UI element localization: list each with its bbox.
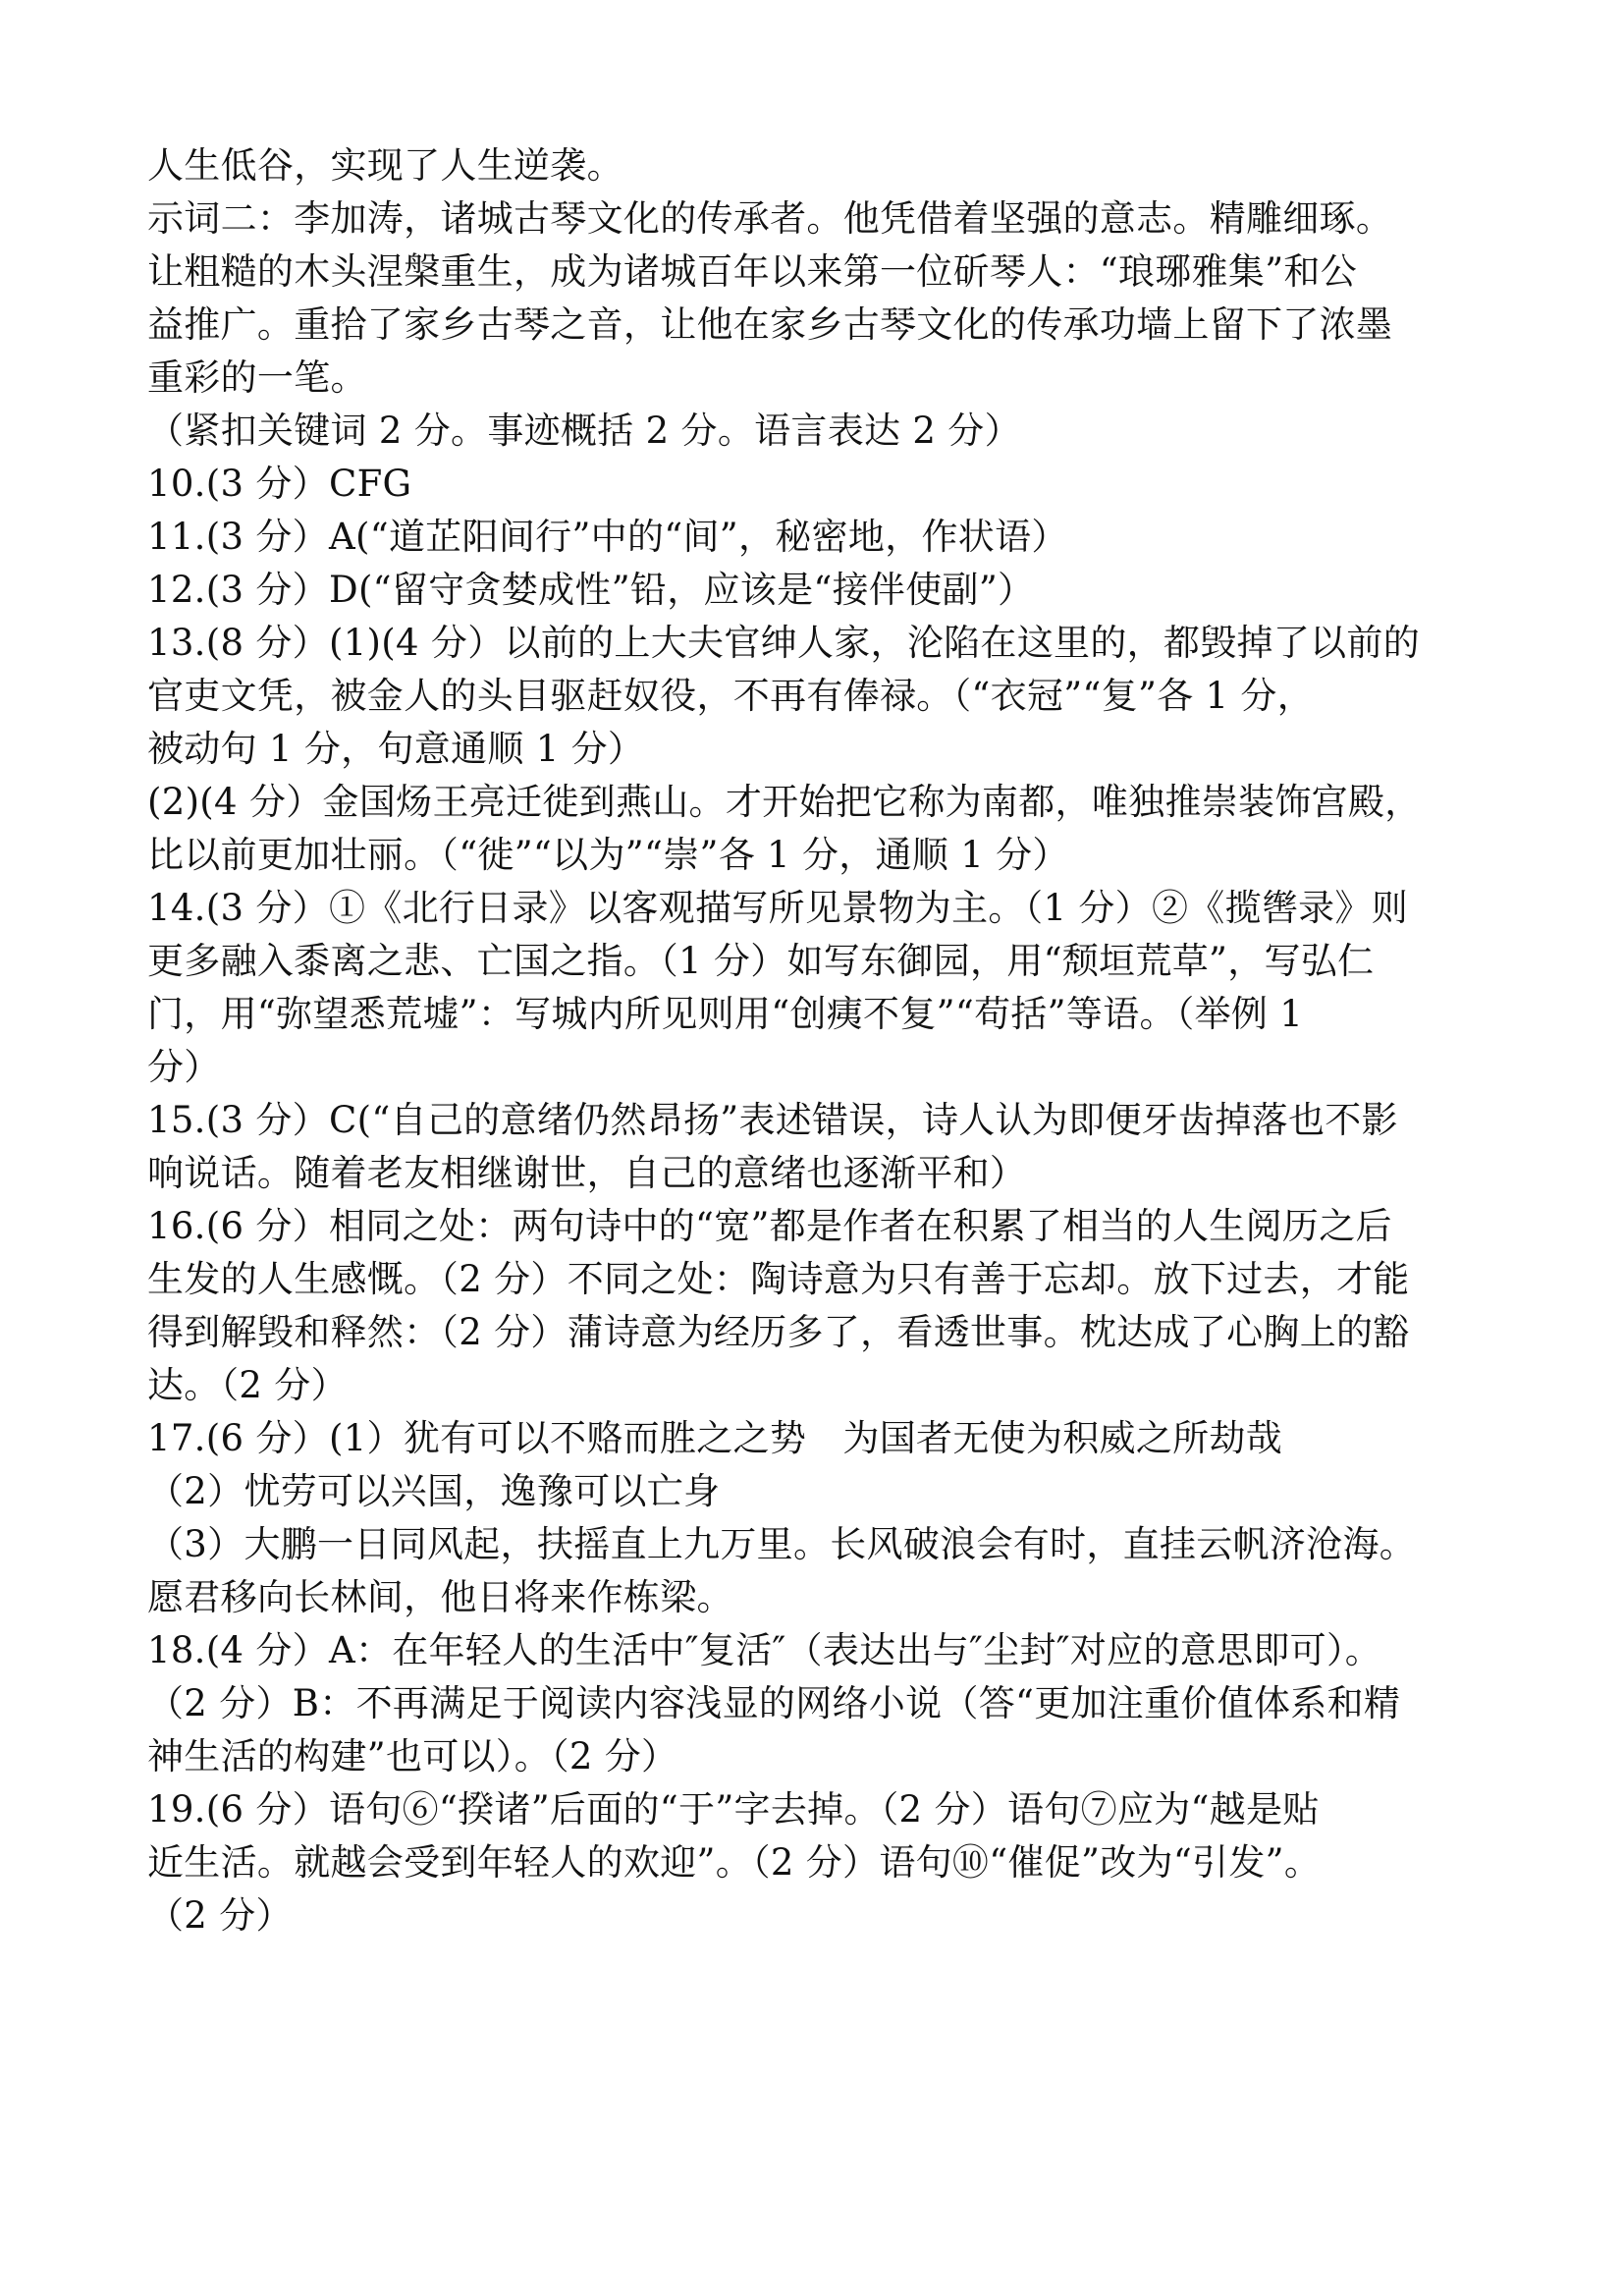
- text-line: 生发的人生感慨。（2 分）不同之处：陶诗意为只有善于忘却。放下过去，才能: [147, 1258, 1410, 1300]
- text-line: （2）忧劳可以兴国，逸豫可以亡身: [147, 1470, 721, 1512]
- text-line: 13.(8 分）(1)(4 分）以前的上大夫官绅人家，沦陷在这里的，都毁掉了以前的: [147, 622, 1421, 664]
- text-line: 15.(3 分）C(“自己的意绪仍然昂扬”表述错误，诗人认为即便牙齿掉落也不影: [147, 1099, 1398, 1141]
- text-line: 17.(6 分）(1）犹有可以不赂而胜之之势 为国者无使为积威之所劫哉: [147, 1417, 1283, 1459]
- text-line: （2 分）B：不再满足于阅读内容浅显的网络小说（答“更加注重价值体系和精: [147, 1682, 1401, 1724]
- text-line: 10.(3 分）CFG: [147, 463, 412, 505]
- text-line: 得到解毁和释然：（2 分）蒲诗意为经历多了，看透世事。枕达成了心胸上的豁: [147, 1311, 1410, 1353]
- answer-key-page: [147, 139, 1492, 1942]
- text-line: 11.(3 分）A(“道芷阳间行”中的“间”，秘密地，作状语）: [147, 516, 1068, 558]
- text-line: 被动句 1 分，句意通顺 1 分）: [147, 728, 645, 770]
- text-line: 示词二：李加涛，诸城古琴文化的传承者。他凭借着坚强的意志。精雕细琢。: [147, 197, 1393, 240]
- text-line: 16.(6 分）相同之处：两句诗中的“宽”都是作者在积累了相当的人生阅历之后: [147, 1205, 1392, 1247]
- text-line: 神生活的构建”也可以）。（2 分）: [147, 1735, 678, 1777]
- text-line: (2)(4 分）金国炀王亮迁徙到燕山。才开始把它称为南都，唯独推崇装饰宫殿，: [147, 781, 1422, 823]
- text-line: 达。（2 分）: [147, 1364, 348, 1406]
- text-line: 门，用“弥望悉荒墟”：写城内所见则用“创痍不复”“苟括”等语。（举例 1: [147, 993, 1304, 1035]
- text-line: 19.(6 分）语句⑥“揆诸”后面的“于”字去掉。（2 分）语句⑦应为“越是贴: [147, 1788, 1320, 1831]
- text-line: （2 分）: [147, 1894, 293, 1937]
- text-line: 分）: [147, 1046, 221, 1088]
- text-line: 12.(3 分）D(“留守贪婪成性”铅，应该是“接伴使副”）: [147, 569, 1035, 611]
- text-line: 愿君移向长林间，他日将来作栋梁。: [147, 1576, 733, 1618]
- text-line: 响说话。随着老友相继谢世，自己的意绪也逐渐平和）: [147, 1152, 1027, 1194]
- text-line: 近生活。就越会受到年轻人的欢迎”。（2 分）语句⑩“催促”改为“引发”。: [147, 1841, 1322, 1884]
- text-line: 比以前更加壮丽。（“徙”“以为”“崇”各 1 分，通顺 1 分）: [147, 834, 1069, 876]
- text-line: 益推广。重拾了家乡古琴之音，让他在家乡古琴文化的传承功墙上留下了浓墨: [147, 303, 1393, 346]
- text-line: 重彩的一笔。: [147, 356, 367, 399]
- text-line: （3）大鹏一日同风起，扶摇直上九万里。长风破浪会有时，直挂云帆济沧海。: [147, 1523, 1417, 1565]
- text-line: 让粗糙的木头涅槃重生，成为诸城百年以来第一位斫琴人：“琅琊雅集”和公: [147, 250, 1358, 293]
- text-line: 18.(4 分）A：在年轻人的生活中″复活″（表达出与″尘封″对应的意思即可）。: [147, 1629, 1382, 1671]
- text-line: （紧扣关键词 2 分。事迹概括 2 分。语言表达 2 分）: [147, 410, 1021, 452]
- text-line: 人生低谷，实现了人生逆袭。: [147, 144, 623, 187]
- text-line: 官吏文凭，被金人的头目驱赶奴役，不再有俸禄。（“衣冠”“复”各 1 分，: [147, 675, 1315, 717]
- text-line: 更多融入黍离之悲、亡国之指。（1 分）如写东御园，用“颓垣荒草”，写弘仁: [147, 940, 1375, 982]
- text-line: 14.(3 分）①《北行日录》以客观描写所见景物为主。（1 分）②《揽辔录》则: [147, 887, 1409, 929]
